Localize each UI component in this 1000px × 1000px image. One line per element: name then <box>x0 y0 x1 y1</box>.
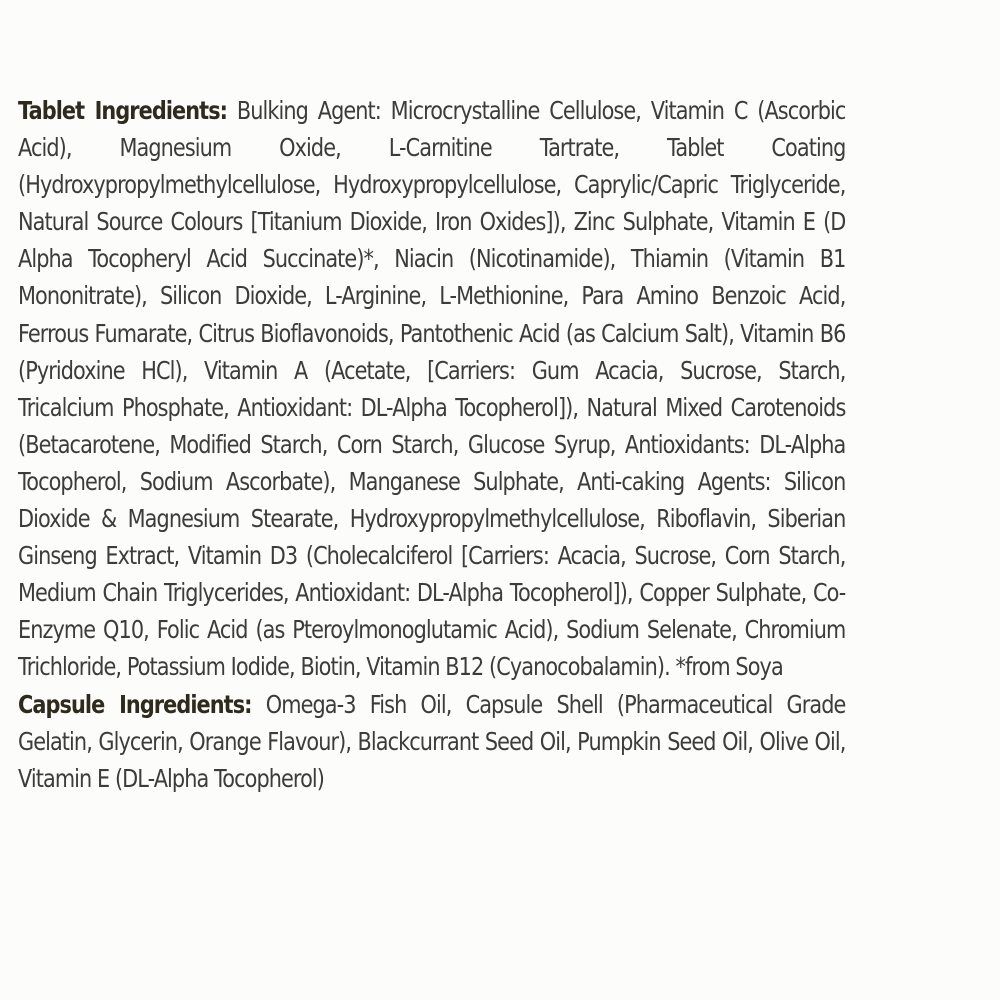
ingredients-text-block <box>18 92 845 797</box>
tablet-ingredients-heading: Tablet Ingredients: <box>18 96 228 125</box>
capsule-ingredients-list: Omega-3 Fish Oil, Capsule Shell (Pharmaceutical Grade Gelatin, Glycerin, Orange Flavour), Blackcurrant Seed Oil, Pumpkin Seed Oil, Olive Oil, Vitamin E (DL-Alpha Tocopherol) <box>18 689 846 793</box>
tablet-ingredients-paragraph <box>18 92 845 686</box>
capsule-ingredients-paragraph <box>18 686 845 797</box>
tablet-ingredients-list: Bulking Agent: Microcrystalline Cellulose, Vitamin C (Ascorbic Acid), Magnesium Oxide, L-Carnitine Tartrate, Tablet Coating (Hydroxypropylmethylcellulose, Hydroxypropylcellulose, Caprylic/Capric Triglyceride, Natural Source Colours [Titanium Dioxide, Iron Oxides]), Zinc Sulphate, Vitamin E (D Alpha Tocopheryl Acid Succinate)*, Niacin (Nicotinamide), Thiamin (Vitamin B1 Mononitrate), Silicon Dioxide, L-Arginine, L-Methionine, Para Amino Benzoic Acid, Ferrous Fumarate, Citrus Bioflavonoids, Pantothenic Acid (as Calcium Salt), Vitamin B6 (Pyridoxine HCl), Vitamin A (Acetate, [Carriers: Gum Acacia, Sucrose, Starch, Tricalcium Phosphate, Antioxidant: DL-Alpha Tocopherol]), Natural Mixed Carotenoids (Betacarotene, Modified Starch, Corn Starch, Glucose Syrup, Antioxidants: DL-Alpha Tocopherol, Sodium Ascorbate), Manganese Sulphate, Anti-caking Agents: Silicon Dioxide & Magnesium Stearate, Hydroxypropylmethylcellulose, Riboflavin, Siberian Ginseng Extract, Vitamin D3 (Cholecalciferol [Carriers: Acacia, Sucrose, Corn Starch, Medium Chain Triglycerides, Antioxidant: DL-Alpha Tocopherol]), Copper Sulphate, Co-Enzyme Q10, Folic Acid (as Pteroylmonoglutamic Acid), Sodium Selenate, Chromium Trichloride, Potassium Iodide, Biotin, Vitamin B12 (Cyanocobalamin). *from Soya <box>18 96 846 682</box>
capsule-ingredients-heading: Capsule Ingredients: <box>18 689 252 719</box>
